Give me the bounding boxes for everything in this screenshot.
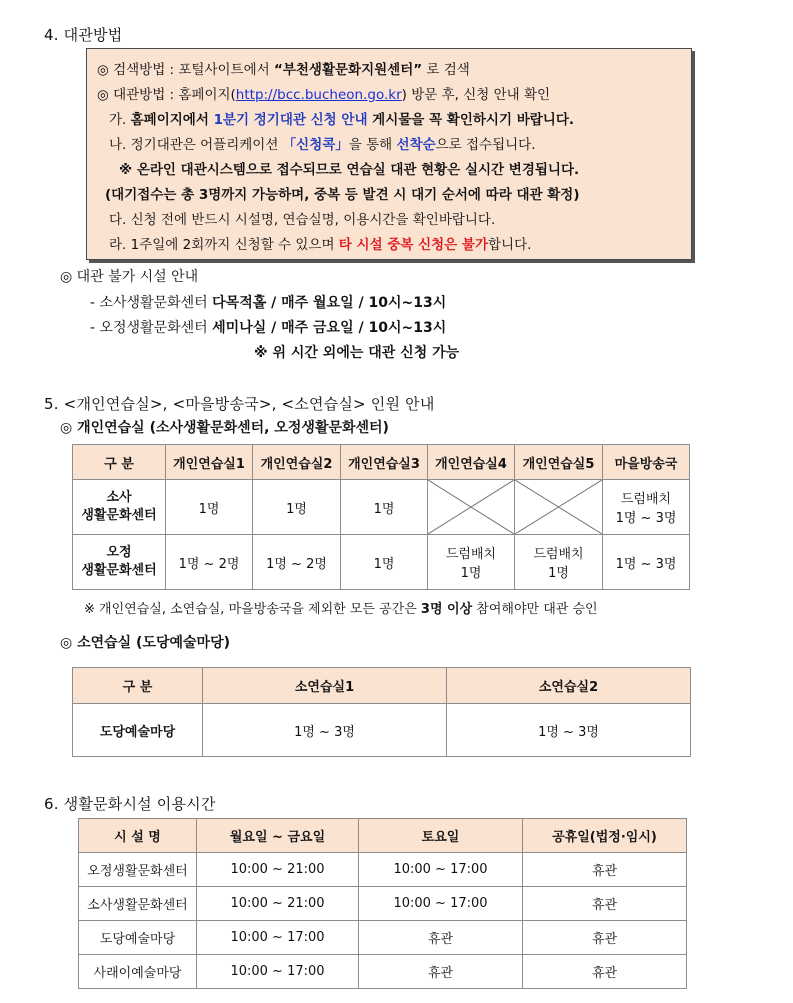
cell: 10:00 ~ 17:00: [197, 955, 359, 989]
section6-heading: 6. 생활문화시설 이용시간: [44, 795, 216, 813]
cell: 휴관: [523, 853, 687, 887]
header-facility: 시 설 명: [79, 819, 197, 853]
cell: 휴관: [359, 955, 523, 989]
cell: 10:00 ~ 17:00: [359, 887, 523, 921]
cell: 1명 ~ 3명: [447, 704, 691, 757]
cell: 드럼배치 1명: [515, 535, 603, 590]
header-small-room1: 소연습실1: [203, 668, 447, 704]
row-name-sosa: 소사 생활문화센터: [73, 480, 166, 535]
notice-realtime-line: ※ 온라인 대관시스템으로 접수되므로 연습실 대관 현황은 실시간 변경됩니다.: [119, 162, 580, 178]
unavailable-item-sosa: - 소사생활문화센터 다목적홀 / 매주 월요일 / 10시~13시: [90, 295, 447, 311]
header-room4: 개인연습실4: [428, 445, 515, 480]
header-room5: 개인연습실5: [515, 445, 603, 480]
table-row: [73, 704, 691, 757]
hours-table: [78, 818, 687, 989]
header-room1: 개인연습실1: [166, 445, 253, 480]
cell: 10:00 ~ 17:00: [197, 921, 359, 955]
homepage-link[interactable]: http://bcc.bucheon.go.kr: [235, 87, 402, 103]
cell: 10:00 ~ 17:00: [359, 853, 523, 887]
cross-mark-icon: [515, 480, 602, 534]
table-row: [79, 921, 687, 955]
not-available-cell: [515, 480, 603, 535]
cell: 드럼배치 1명 ~ 3명: [603, 480, 690, 535]
cell: 1명 ~ 2명: [253, 535, 341, 590]
personal-room-subtitle: ◎ 개인연습실 (소사생활문화센터, 오정생활문화센터): [60, 420, 389, 436]
table-row: [73, 535, 690, 590]
participants-note: ※ 개인연습실, 소연습실, 마을방송국을 제외한 모든 공간은 3명 이상 참여해야만 대관 승인: [84, 602, 598, 617]
row-name-dodang: 도당예술마당: [73, 704, 203, 757]
header-room3: 개인연습실3: [341, 445, 428, 480]
rental-method-box: [86, 48, 692, 260]
notice-waiting-line: (대기접수는 총 3명까지 가능하며, 중복 등 발견 시 대기 순서에 따라 대관 확정): [105, 187, 580, 203]
header-holiday: 공휴일(법정·임시): [523, 819, 687, 853]
cell: 1명: [341, 480, 428, 535]
header-category: 구 분: [73, 445, 166, 480]
rental-method-line: ◎ 대관방법 : 홈페이지(http://bcc.bucheon.go.kr) 방문 후, 신청 안내 확인: [97, 87, 551, 103]
section4-heading: 4. 대관방법: [44, 26, 123, 44]
cell: 1명 ~ 2명: [166, 535, 253, 590]
cell: 10:00 ~ 21:00: [197, 887, 359, 921]
section5-heading: 5. <개인연습실>, <마을방송국>, <소연습실> 인원 안내: [44, 395, 435, 413]
cell: 1명 ~ 3명: [603, 535, 690, 590]
facility-name: 도당예술마당: [79, 921, 197, 955]
cell: 휴관: [523, 955, 687, 989]
small-room-table: [72, 667, 691, 757]
header-saturday: 토요일: [359, 819, 523, 853]
row-name-ojeong: 오정 생활문화센터: [73, 535, 166, 590]
unavailable-title: ◎ 대관 불가 시설 안내: [60, 269, 199, 285]
cell: 1명: [341, 535, 428, 590]
unavailable-item-ojeong: - 오정생활문화센터 세미나실 / 매주 금요일 / 10시~13시: [90, 320, 447, 336]
notice-line-ra: 라. 1주일에 2회까지 신청할 수 있으며 타 시설 중복 신청은 불가합니다.: [109, 237, 532, 253]
header-room2: 개인연습실2: [253, 445, 341, 480]
small-room-subtitle: ◎ 소연습실 (도당예술마당): [60, 635, 231, 651]
unavailable-note: ※ 위 시간 외에는 대관 신청 가능: [254, 345, 460, 361]
facility-name: 소사생활문화센터: [79, 887, 197, 921]
table-row: [79, 853, 687, 887]
cell: 10:00 ~ 21:00: [197, 853, 359, 887]
cell: 1명 ~ 3명: [203, 704, 447, 757]
notice-line-na: 나. 정기대관은 어플리케이션 「신청콕」을 통해 선착순으로 접수됩니다.: [109, 137, 536, 153]
not-available-cell: [428, 480, 515, 535]
notice-line-da: 다. 신청 전에 반드시 시설명, 연습실명, 이용시간을 확인바랍니다.: [109, 212, 496, 228]
cell: 드럼배치 1명: [428, 535, 515, 590]
table-row: [79, 887, 687, 921]
facility-name: 오정생활문화센터: [79, 853, 197, 887]
notice-line-ga: 가. 홈페이지에서 1분기 정기대관 신청 안내 게시물을 꼭 확인하시기 바랍니다.: [109, 112, 574, 128]
cell: 휴관: [523, 887, 687, 921]
header-weekday: 월요일 ~ 금요일: [197, 819, 359, 853]
personal-room-table: [72, 444, 690, 590]
cell: 1명: [166, 480, 253, 535]
header-small-room2: 소연습실2: [447, 668, 691, 704]
table-row: [73, 480, 690, 535]
facility-name: 사래이예술마당: [79, 955, 197, 989]
cell: 휴관: [359, 921, 523, 955]
cell: 휴관: [523, 921, 687, 955]
search-method-line: ◎ 검색방법 : 포털사이트에서 “부천생활문화지원센터” 로 검색: [97, 62, 470, 78]
header-broadcast: 마을방송국: [603, 445, 690, 480]
table-row: [79, 955, 687, 989]
cross-mark-icon: [428, 480, 514, 534]
cell: 1명: [253, 480, 341, 535]
header-category: 구 분: [73, 668, 203, 704]
